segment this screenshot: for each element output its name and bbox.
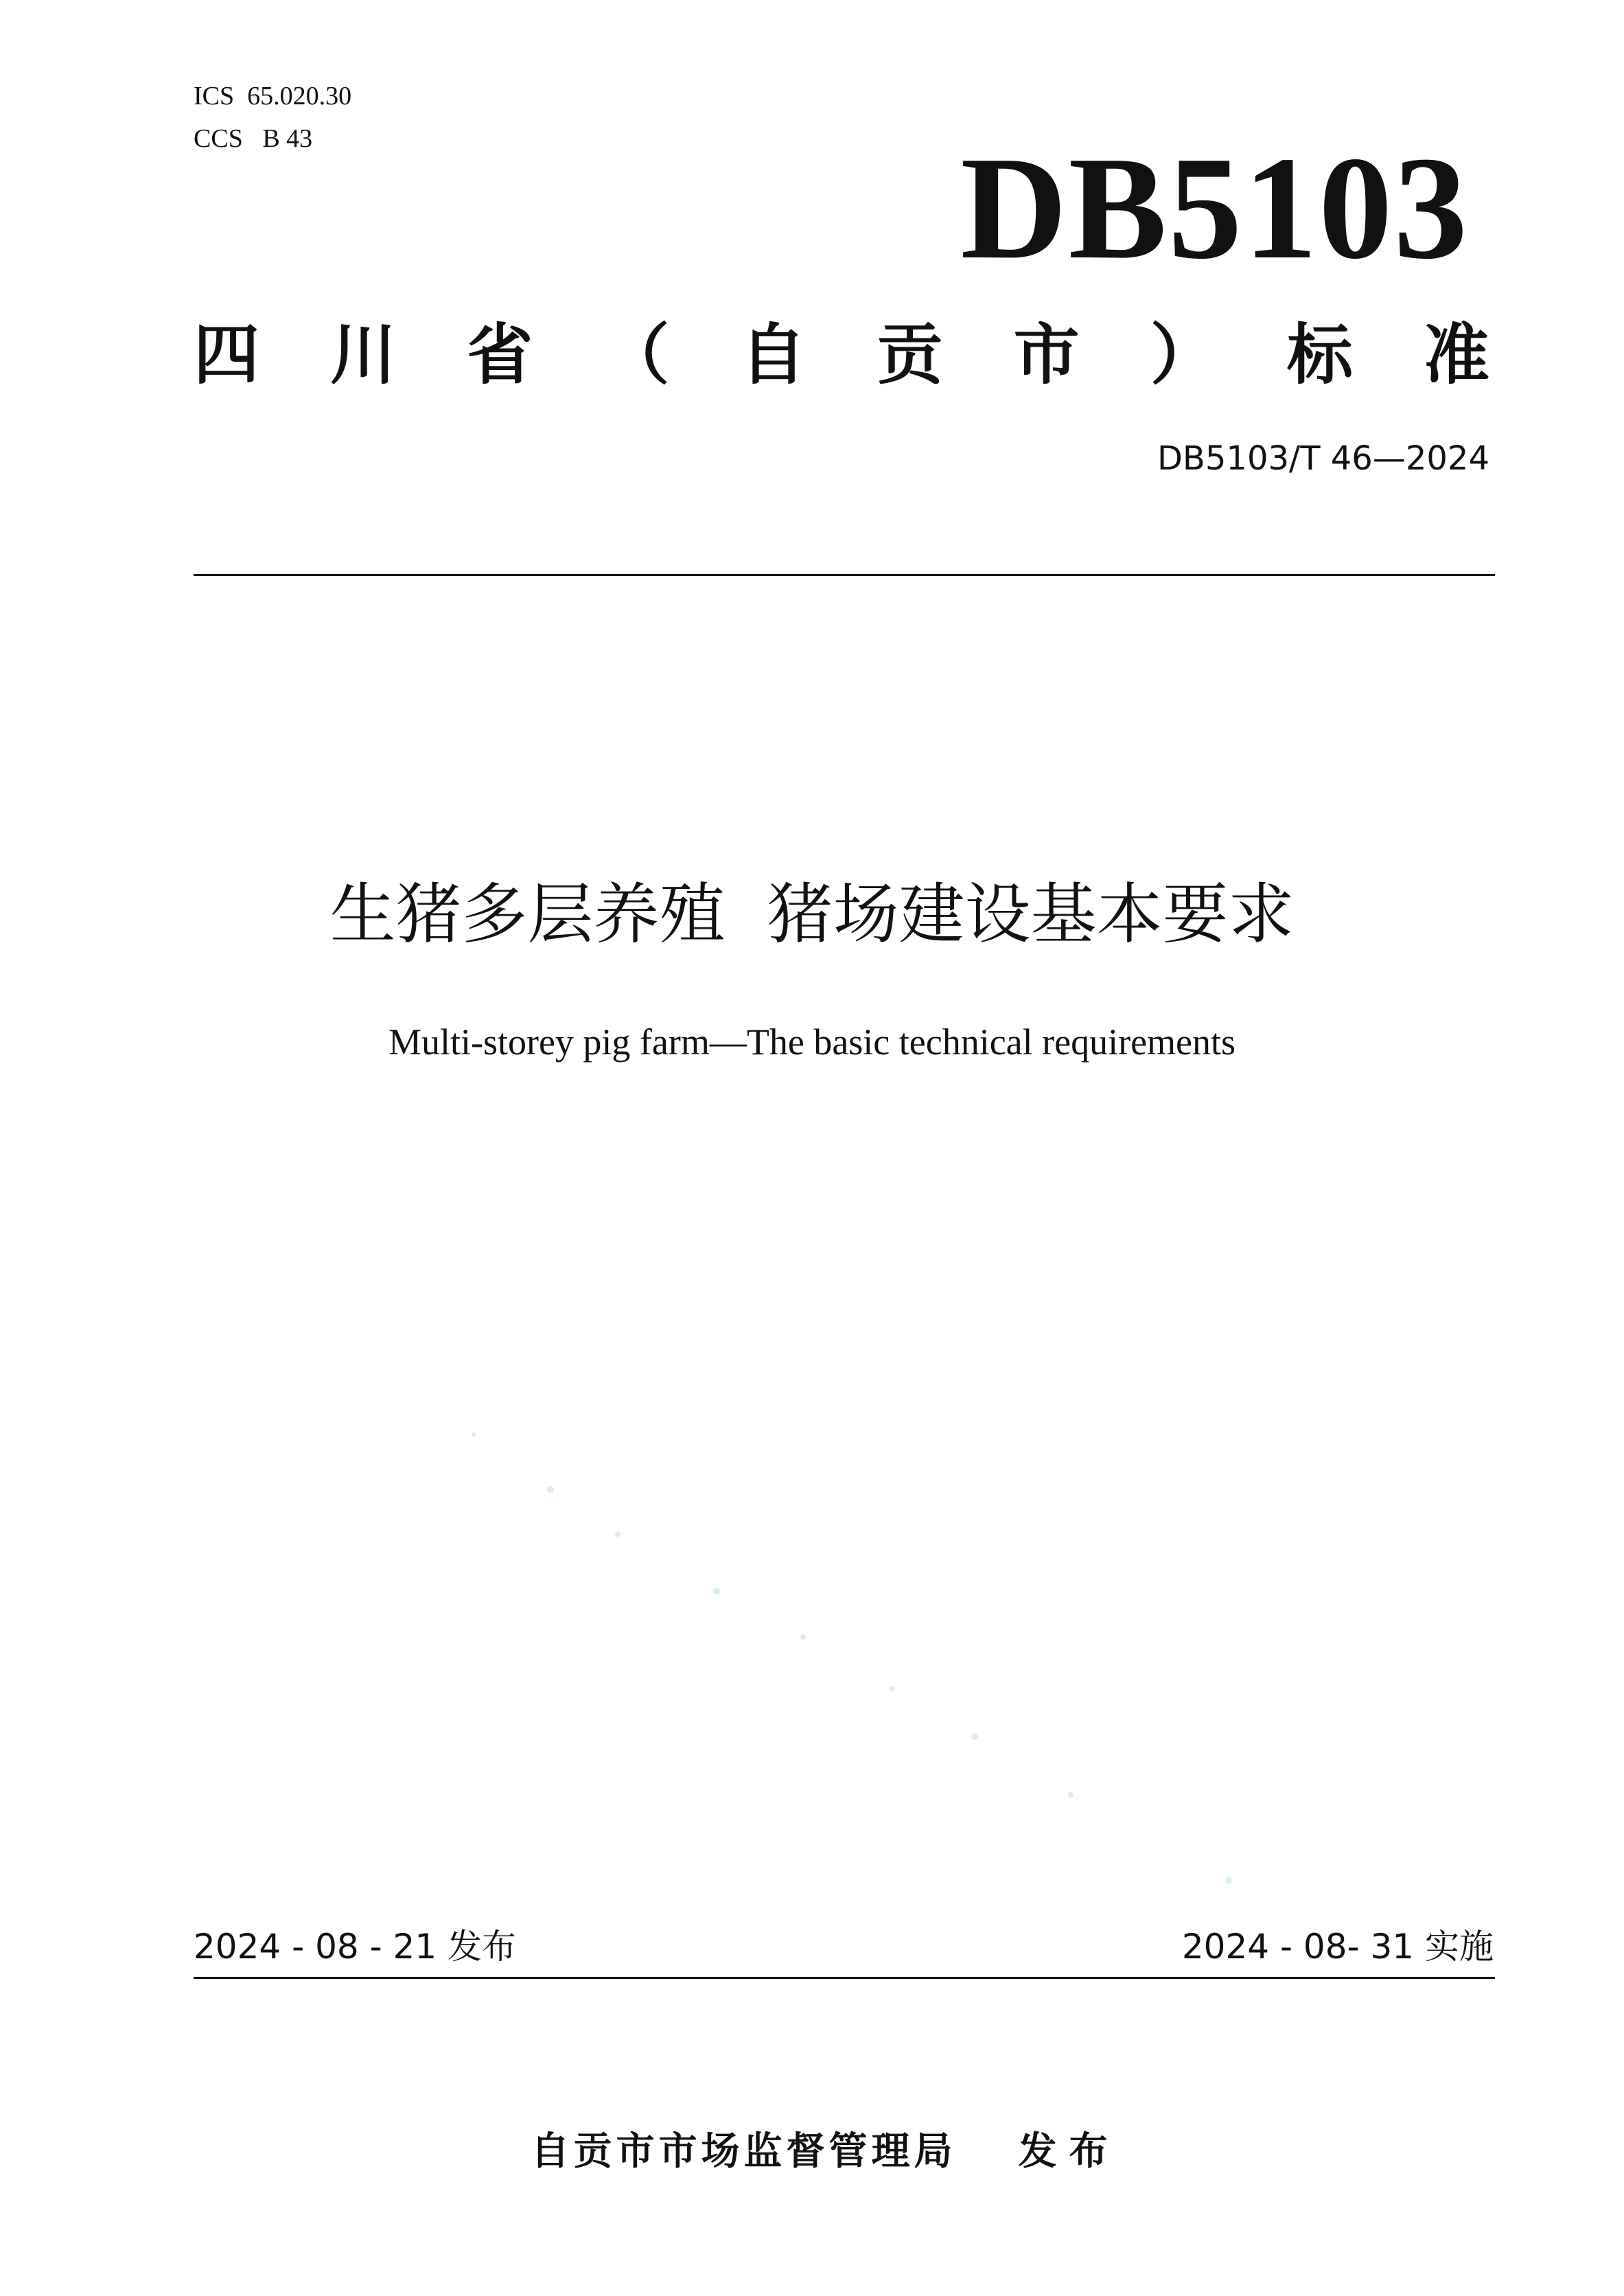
- category-char: 准: [1423, 316, 1489, 393]
- title-chinese: 生猪多层养殖 猪场建设基本要求: [329, 876, 1295, 953]
- category-char: ）: [1150, 316, 1216, 393]
- speckle: [1225, 1877, 1232, 1884]
- publisher-name: 自贡市市场监督管理局: [531, 2129, 957, 2174]
- bottom-divider: [194, 1977, 1495, 1979]
- standard-category: [194, 317, 1489, 393]
- speckle: [800, 1634, 806, 1640]
- speckle: [472, 1433, 476, 1437]
- category-char: 市: [1013, 316, 1080, 393]
- issue-date: 2024 - 08 - 21 发布: [194, 1927, 517, 1967]
- category-char: 省: [467, 316, 533, 393]
- speckle: [547, 1486, 554, 1493]
- speckle: [890, 1686, 895, 1691]
- db-standard-mark: DB5103: [960, 126, 1469, 290]
- top-divider: [194, 574, 1495, 576]
- speckle: [1068, 1792, 1074, 1798]
- category-char: 四: [194, 316, 259, 393]
- category-char: 贡: [877, 316, 943, 393]
- title-english: Multi-storey pig farm—The basic technical requirements: [388, 1021, 1236, 1063]
- publisher-action: 发布: [1018, 2129, 1120, 2174]
- standard-number: DB5103/T 46—2024: [1157, 439, 1489, 478]
- ccs-code: CCS B 43: [194, 124, 313, 153]
- implementation-date: 2024 - 08- 31 实施: [1181, 1927, 1494, 1967]
- category-char: 川: [330, 316, 397, 393]
- speckle: [971, 1733, 978, 1740]
- speckle: [713, 1588, 720, 1595]
- category-char: 标: [1286, 316, 1353, 393]
- category-char: 自: [740, 316, 807, 393]
- category-char: （: [603, 316, 670, 393]
- ics-code: ICS 65.020.30: [194, 82, 352, 111]
- publisher-line: [0, 2080, 1624, 2176]
- speckle: [615, 1531, 620, 1537]
